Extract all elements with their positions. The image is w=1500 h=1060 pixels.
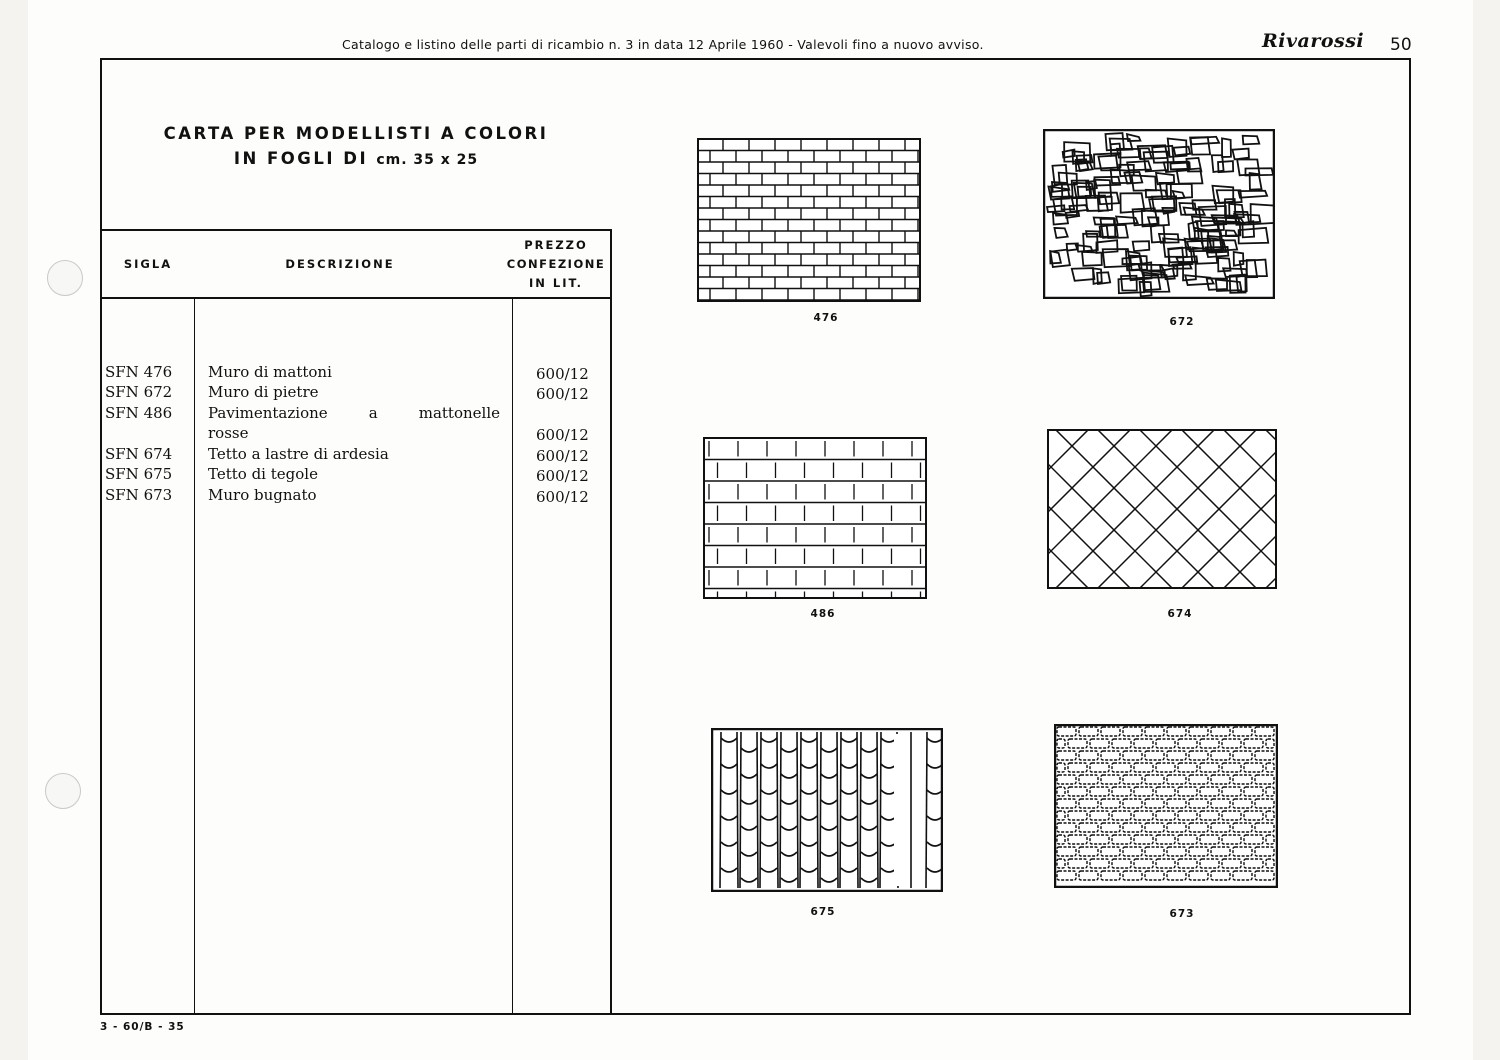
price-table: [100, 229, 612, 1015]
row-code: SFN 675: [105, 465, 173, 483]
sample-caption: 673: [1169, 908, 1195, 920]
stone-wall-sample: [1043, 129, 1275, 299]
row-code: SFN 673: [105, 486, 173, 504]
column-divider: [512, 297, 513, 1015]
page-number: 50: [1390, 35, 1412, 55]
row-description: Tetto a lastre di ardesia: [208, 445, 389, 463]
row-description: Tetto di tegole: [208, 465, 318, 483]
sample-caption: 486: [810, 608, 836, 620]
page-title: CARTA PER MODELLISTI A COLORI: [163, 124, 549, 143]
header-sigla: SIGLA: [123, 257, 173, 271]
header-in-lit: IN LIT.: [529, 276, 583, 290]
row-description: Muro di pietre: [208, 383, 319, 401]
row-price: 600/12: [536, 426, 589, 444]
header-confezione: CONFEZIONE: [506, 257, 606, 271]
sample-caption: 672: [1169, 316, 1195, 328]
sample-caption: 674: [1167, 608, 1193, 620]
row-price: 600/12: [536, 385, 589, 403]
subtitle-main: IN FOGLI DI: [233, 149, 369, 168]
row-code: SFN 486: [105, 404, 173, 422]
sample-caption: 675: [810, 906, 836, 918]
roof-tiles-sample: [711, 728, 943, 892]
row-price: 600/12: [536, 488, 589, 506]
brand-logo: Rivarossi: [1262, 30, 1365, 52]
sample-caption: 476: [813, 312, 839, 324]
row-price: 600/12: [536, 467, 589, 485]
header-prezzo: PREZZO: [524, 238, 588, 252]
catalog-header-line: Catalogo e listino delle parti di ricambio n. 3 in data 12 Aprile 1960 - Valevoli fino a nuovo avviso.: [342, 37, 984, 52]
table-header-divider: [100, 297, 612, 299]
row-code: SFN 672: [105, 383, 173, 401]
brick-wall-sample: [697, 138, 921, 302]
binder-hole: [47, 260, 83, 296]
subtitle-size: cm. 35 x 25: [376, 152, 479, 168]
row-price: 600/12: [536, 365, 589, 383]
row-description: Muro bugnato: [208, 486, 317, 504]
page-subtitle: [100, 149, 612, 168]
row-code: SFN 674: [105, 445, 173, 463]
footer-code: 3 - 60/B - 35: [100, 1021, 185, 1033]
header-descrizione: DESCRIZIONE: [285, 257, 395, 271]
row-price: 600/12: [536, 447, 589, 465]
tile-paving-sample: [703, 437, 927, 599]
row-description-cont: rosse: [208, 424, 249, 442]
row-description: Muro di mattoni: [208, 363, 332, 381]
slate-roof-sample: [1047, 429, 1277, 589]
rusticated-wall-sample: [1054, 724, 1278, 888]
row-code: SFN 476: [105, 363, 173, 381]
column-divider: [194, 297, 195, 1015]
binder-hole: [45, 773, 81, 809]
row-description: Pavimentazione a mattonelle: [208, 404, 500, 422]
